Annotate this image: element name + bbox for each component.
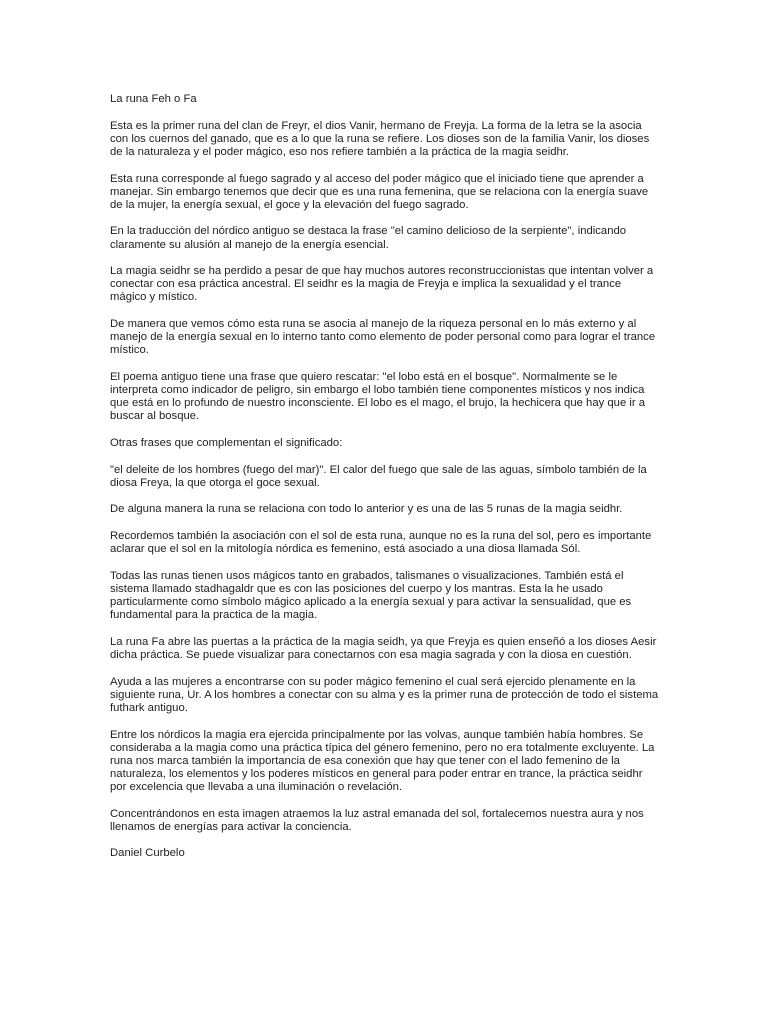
paragraph: Recordemos también la asociación con el sol de esta runa, aunque no es la runa del sol, pero es importante aclarar que el sol en la mitología nórdica es femenino, está asociado a una diosa llamada Sól. — [110, 530, 652, 556]
paragraph: La magia seidhr se ha perdido a pesar de que hay muchos autores reconstruccionistas que intentan volver a conectar con esa práctica ancestral. El seidhr es la magia de Freyja e implica la sexualidad y el trance mágico y místico. — [110, 265, 654, 304]
paragraph: "el deleite de los hombres (fuego del mar)". El calor del fuego que sale de las aguas, símbolo también de la diosa Freya, la que otorga el goce sexual. — [110, 463, 647, 489]
paragraph: De manera que vemos cómo esta runa se asocia al manejo de la riqueza personal en lo más externo y al manejo de la energía sexual en lo interno tanto como elemento de poder personal como para lograr el trance místico. — [110, 318, 656, 357]
paragraph: En la traducción del nórdico antiguo se destaca la frase "el camino delicioso de la serpiente", indicando claramente su alusión al manejo de la energía esencial. — [110, 225, 627, 251]
document-body — [110, 93, 660, 874]
paragraph: La runa Fa abre las puertas a la práctica de la magia seidh, ya que Freyja es quien enseñó a los dioses Aesir dicha práctica. Se puede visualizar para conectarnos con esa magia sagrada y con la diosa en cuestión. — [110, 635, 657, 661]
paragraph: Otras frases que complementan el significado: — [110, 436, 343, 449]
document-title: La runa Feh o Fa — [110, 93, 197, 105]
paragraph: Entre los nórdicos la magia era ejercida principalmente por las volvas, aunque también había hombres. Se consideraba a la magia como una práctica típica del género femenino, pero no era totalmente excluyente. La runa nos marca también la importancia de esa conexión que hay que tener con el lado femenino de la naturaleza, los elementos y los poderes místicos en general para poder entrar en trance, la práctica seidhr por excelencia que llevaba a una iluminación o revelación. — [110, 728, 655, 793]
paragraph: Concentrándonos en esta imagen atraemos la luz astral emanada del sol, fortalecemos nuestra aura y nos llenamos de energías para activar la conciencia. — [110, 807, 644, 833]
paragraph: De alguna manera la runa se relaciona con todo lo anterior y es una de las 5 runas de la magia seidhr. — [110, 503, 623, 516]
paragraph: Esta runa corresponde al fuego sagrado y al acceso del poder mágico que el iniciado tiene que aprender a manejar. Sin embargo tenemos que decir que es una runa femenina, que se relaciona con la energía suave de la mujer, la energía sexual, el goce y la elevación del fuego sagrado. — [110, 172, 649, 211]
paragraph: Esta es la primer runa del clan de Freyr, el dios Vanir, hermano de Freyja. La forma de la letra se la asocia con los cuernos del ganado, que es a lo que la runa se refiere. Los dioses son de la familia Vanir, los dioses de la naturaleza y el poder mágico, eso nos refiere también a la práctica de la magia seidhr. — [110, 119, 650, 158]
paragraph: Todas las runas tienen usos mágicos tanto en grabados, talismanes o visualizaciones. También está el sistema llamado stadhagaldr que es con las posiciones del cuerpo y los mantras. Esta la he usado particularmente como símbolo mágico aplicado a la energía sexual y para activar la sensualidad, que es fundamental para la practica de la magia. — [110, 569, 632, 622]
paragraph: Ayuda a las mujeres a encontrarse con su poder mágico femenino el cual será ejercido plenamente en la siguiente runa, Ur. A los hombres a conectar con su alma y es la primer runa de protección de todo el sistema futhark antiguo. — [110, 675, 659, 714]
paragraph: El poema antiguo tiene una frase que quiero rescatar: "el lobo está en el bosque". Normalmente se le interpreta como indicador de peligro, sin embargo el lobo también tiene componentes místicos y nos indica que está en lo profundo de nuestro inconsciente. El lobo es el mago, el brujo, la hechicera que hay que ir a buscar al bosque. — [110, 370, 646, 423]
author-signature: Daniel Curbelo — [110, 847, 185, 860]
